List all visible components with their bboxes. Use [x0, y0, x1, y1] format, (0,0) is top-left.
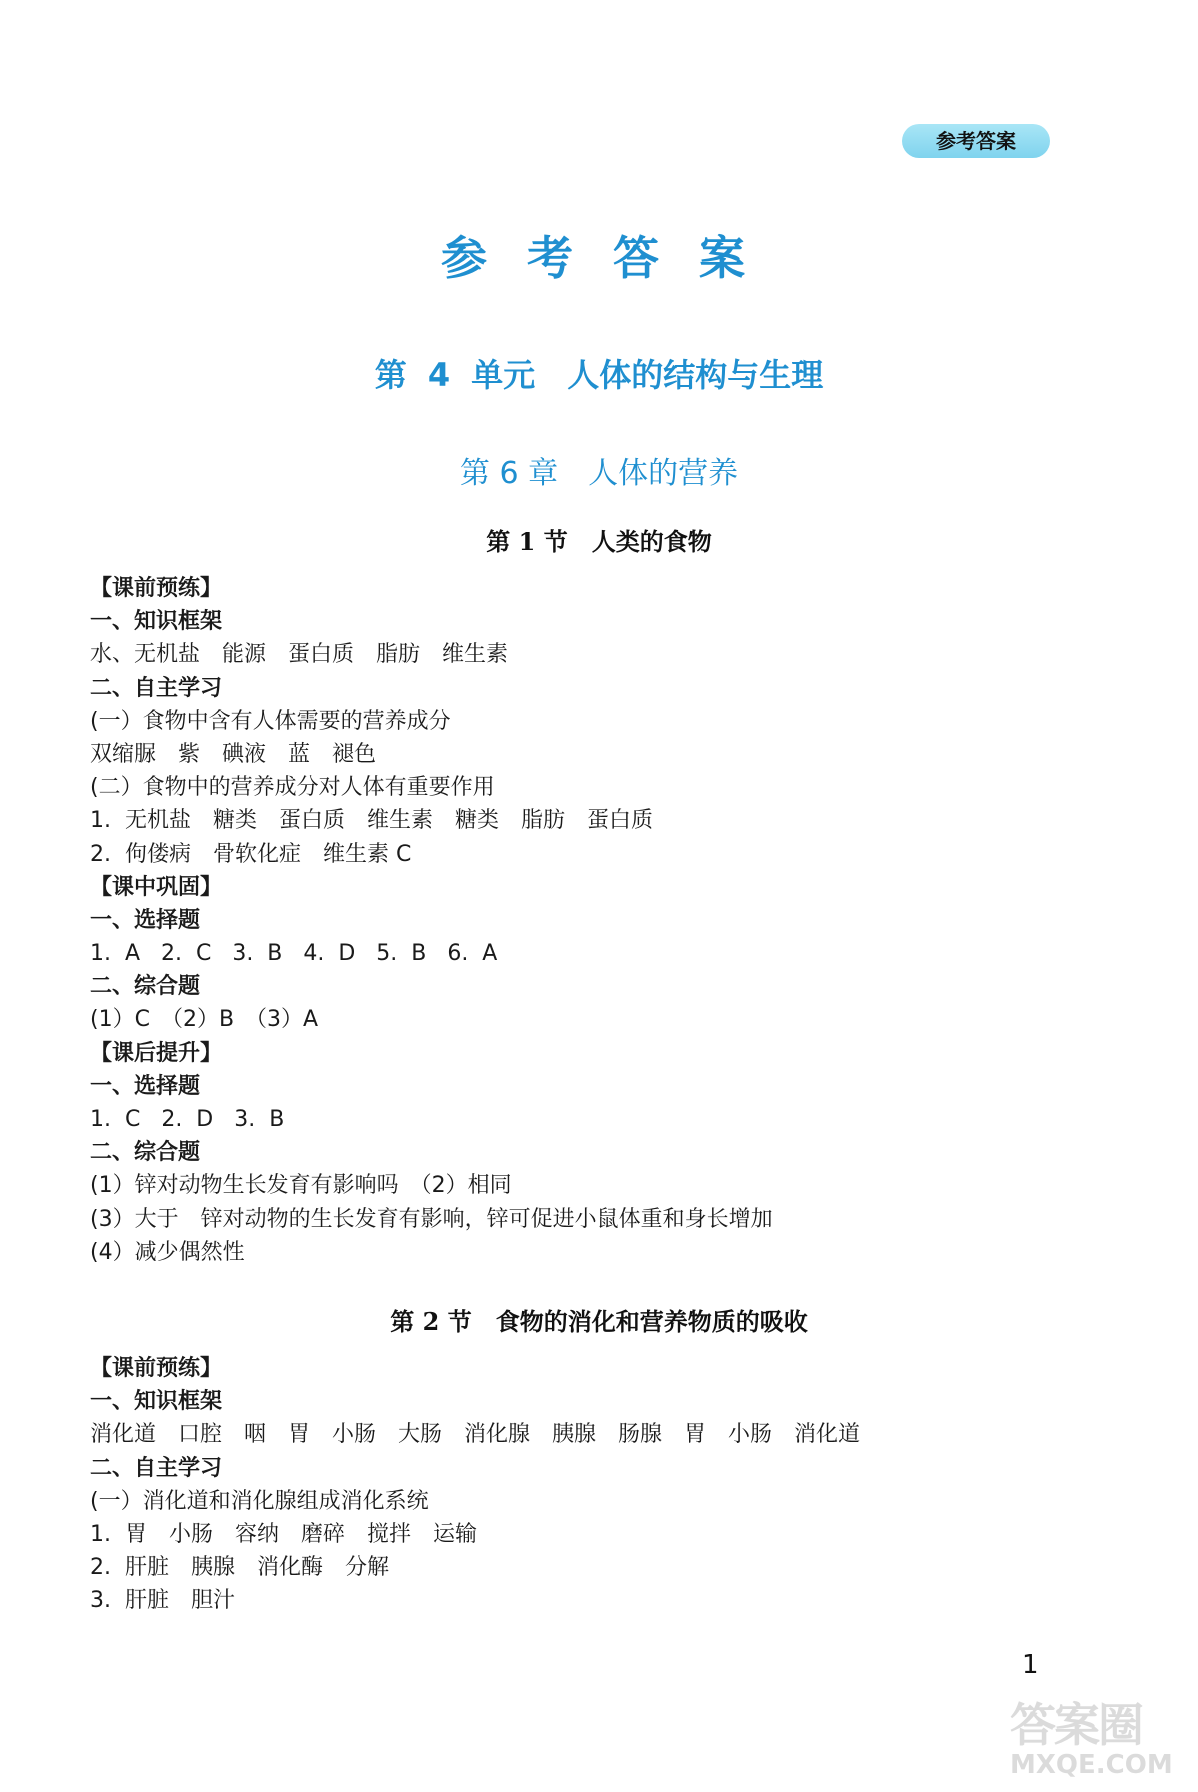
chapter-title: 第 6 章 人体的营养	[459, 456, 739, 491]
answer-line: 1. C 2. D 3. B	[90, 1107, 285, 1132]
answer-line: 一、选择题	[90, 1073, 201, 1099]
section-2-title: 第 2 节 食物的消化和营养物质的吸收	[390, 1307, 808, 1336]
answer-line: 二、自主学习	[90, 675, 223, 701]
answer-line: 二、自主学习	[90, 1455, 223, 1481]
answer-line: 双缩脲 紫 碘液 蓝 褪色	[90, 741, 377, 767]
unit-title: 第 4 单元 人体的结构与生理	[374, 356, 824, 394]
answer-line: 【课前预练】	[90, 1356, 223, 1381]
answer-line: (1）C （2）B （3）A	[90, 1007, 319, 1033]
answer-line: 3. 肝脏 胆汁	[90, 1588, 235, 1614]
answer-line: 2. 肝脏 胰腺 消化酶 分解	[90, 1555, 389, 1581]
section-1-content	[90, 572, 1090, 1269]
answer-line: 二、综合题	[90, 1140, 201, 1166]
answer-line: 水、无机盐 能源 蛋白质 脂肪 维生素	[90, 642, 509, 668]
answer-line: 1. 胃 小肠 容纳 磨碎 搅拌 运输	[90, 1521, 477, 1547]
header-badge: 参考答案	[902, 124, 1050, 158]
answer-line: 【课后提升】	[90, 1040, 223, 1066]
answer-line: 【课前预练】	[90, 576, 223, 601]
watermark-text: 答案圈	[1010, 1698, 1142, 1752]
answer-line: 一、选择题	[90, 907, 201, 933]
answer-line: 1. A 2. C 3. B 4. D 5. B 6. A	[90, 941, 498, 967]
page-number: 1	[1022, 1650, 1039, 1680]
section-1-title: 第 1 节 人类的食物	[486, 527, 712, 556]
watermark-logo	[1010, 1700, 1190, 1790]
watermark-url: MXQE.COM	[1010, 1750, 1173, 1780]
answer-line: (4）减少偶然性	[90, 1239, 245, 1265]
answer-line: 二、综合题	[90, 974, 201, 1000]
answer-line: 一、知识框架	[90, 609, 223, 635]
answer-line: 一、知识框架	[90, 1389, 223, 1415]
section-2-content	[90, 1352, 1090, 1618]
page-title: 参 考 答 案	[440, 231, 758, 285]
answer-line: 【课中巩固】	[90, 874, 223, 900]
answer-line: 1. 无机盐 糖类 蛋白质 维生素 糖类 脂肪 蛋白质	[90, 808, 653, 834]
answer-line: (1）锌对动物生长发育有影响吗 （2）相同	[90, 1173, 512, 1199]
answer-line: (3）大于 锌对动物的生长发育有影响，锌可促进小鼠体重和身长增加	[90, 1206, 773, 1232]
answer-line: 2. 佝偻病 骨软化症 维生素 C	[90, 841, 412, 867]
answer-line: 消化道 口腔 咽 胃 小肠 大肠 消化腺 胰腺 肠腺 胃 小肠 消化道	[90, 1422, 861, 1448]
answer-line: (一）食物中含有人体需要的营养成分	[90, 708, 451, 734]
answer-line: (一）消化道和消化腺组成消化系统	[90, 1488, 429, 1514]
answer-line: (二）食物中的营养成分对人体有重要作用	[90, 775, 495, 801]
